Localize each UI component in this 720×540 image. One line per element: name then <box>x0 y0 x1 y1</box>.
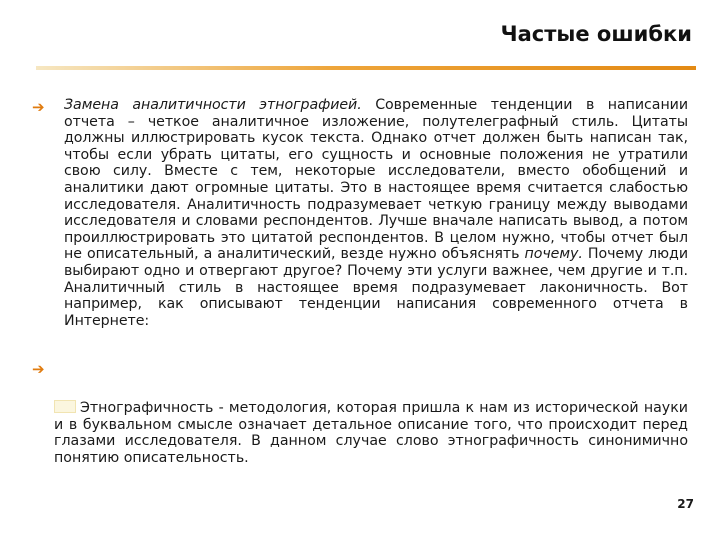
slide-title: Частые ошибки <box>500 22 692 46</box>
footnote-text: Этнографичность - методология, которая пришла к нам из исторической науки и в буквальном смысле означает детальное описание того, что происходит перед глазами исследователя. В данном случае слово этнографичность синонимично понятию описательность. <box>54 400 688 466</box>
main-paragraph <box>64 97 688 329</box>
paragraph-italic-word: почему. <box>524 246 583 263</box>
arrow-right-icon: ➔ <box>32 360 45 378</box>
footnote-marker <box>54 400 76 413</box>
title-divider <box>36 66 696 70</box>
paragraph-text-b: Почему люди выбирают одно и отвергают другое? Почему эти услуги важнее, чем другие и т.п. Аналитичный стиль в настоящее время подразумевает лаконичность. Вот например, как описывают тенденции написания современного отчета в Интернете: <box>64 246 688 329</box>
paragraph-lead: Замена аналитичности этнографией. <box>64 97 362 113</box>
arrow-right-icon: ➔ <box>32 98 45 116</box>
page-number: 27 <box>677 497 694 511</box>
footnote <box>54 400 688 466</box>
paragraph-text-a: Современные тенденции в написании отчета – четкое аналитичное изложение, полутелеграфный стиль. Цитаты должны иллюстрировать кусок текста. Однако отчет должен быть написан так, чтобы если убрать цитаты, его сущность и основные положения не утратили свою силу. Вместе с тем, некоторые исследователи, вместо обобщений и аналитики дают огромные цитаты. Это в настоящее время считается слабостью исследователя. Аналитичность подразумевает четкую границу между выводами исследователя и словами респондентов. Лучше вначале написать вывод, а потом проиллюстрировать это цитатой респондентов. В целом нужно, чтобы отчет был не описательный, а аналитический, везде нужно объяснять <box>64 97 689 263</box>
